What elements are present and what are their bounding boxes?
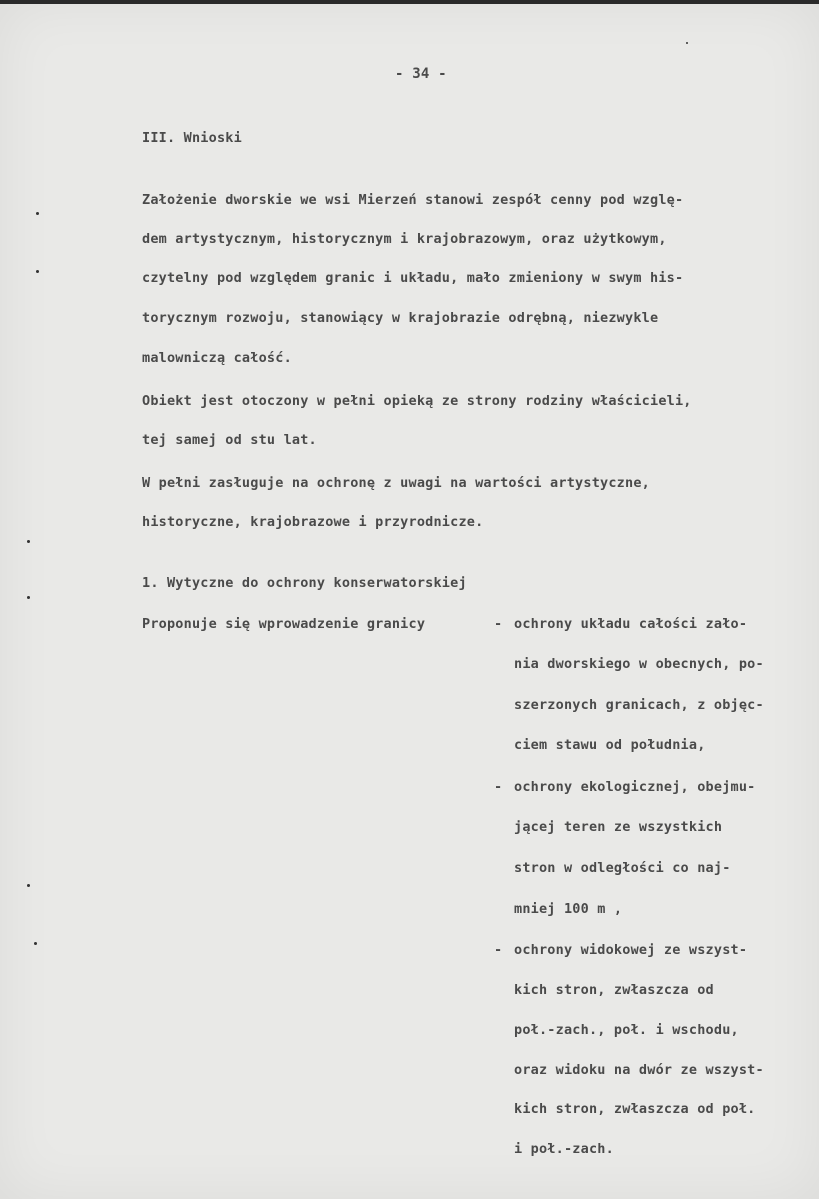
subsection-title: 1. Wytyczne do ochrony konserwatorskiej	[142, 575, 467, 591]
list-item-line: ochrony układu całości zało-	[514, 616, 748, 632]
paragraph-1-line: dem artystycznym, historycznym i krajobrazowym, oraz użytkowym,	[142, 231, 667, 247]
section-title: III. Wnioski	[142, 130, 242, 146]
list-dash: -	[494, 779, 503, 795]
list-item-line: stron w odległości co naj-	[514, 860, 731, 876]
list-dash: -	[494, 942, 503, 958]
proposal-intro: Proponuje się wprowadzenie granicy	[142, 616, 426, 632]
top-border	[0, 0, 819, 4]
list-item-line: jącej teren ze wszystkich	[514, 819, 723, 835]
list-item-line: szerzonych granicach, z objęc-	[514, 697, 764, 713]
margin-mark	[36, 270, 39, 273]
list-item-line: oraz widoku na dwór ze wszyst-	[514, 1062, 764, 1078]
margin-mark	[27, 884, 30, 887]
list-item-line: i poł.-zach.	[514, 1141, 614, 1157]
list-item-line: poł.-zach., poł. i wschodu,	[514, 1022, 739, 1038]
list-item-line: nia dworskiego w obecnych, po-	[514, 656, 764, 672]
list-item-line: kich stron, zwłaszcza od poł.	[514, 1101, 756, 1117]
paragraph-3-line: W pełni zasługuje na ochronę z uwagi na wartości artystyczne,	[142, 475, 650, 491]
paragraph-2-line: tej samej od stu lat.	[142, 432, 317, 448]
paragraph-1-line: Założenie dworskie we wsi Mierzeń stanowi zespół cenny pod wzglę-	[142, 192, 684, 208]
paragraph-3-line: historyczne, krajobrazowe i przyrodnicze.	[142, 514, 484, 530]
dust-mark	[686, 42, 688, 44]
list-item-line: mniej 100 m ,	[514, 901, 623, 917]
paragraph-1-line: malowniczą całość.	[142, 350, 292, 366]
list-item-line: kich stron, zwłaszcza od	[514, 982, 714, 998]
list-item-line: ochrony widokowej ze wszyst-	[514, 942, 748, 958]
list-item-line: ochrony ekologicznej, obejmu-	[514, 779, 756, 795]
paragraph-1-line: torycznym rozwoju, stanowiący w krajobrazie odrębną, niezwykle	[142, 310, 659, 326]
page-number: - 34 -	[395, 66, 447, 82]
margin-mark	[34, 942, 37, 945]
list-item-line: ciem stawu od południa,	[514, 737, 706, 753]
paragraph-1-line: czytelny pod względem granic i układu, mało zmieniony w swym his-	[142, 270, 684, 286]
list-dash: -	[494, 616, 503, 632]
paragraph-2-line: Obiekt jest otoczony w pełni opieką ze strony rodziny właścicieli,	[142, 393, 692, 409]
margin-mark	[36, 212, 39, 215]
margin-mark	[27, 540, 30, 543]
margin-mark	[27, 596, 30, 599]
